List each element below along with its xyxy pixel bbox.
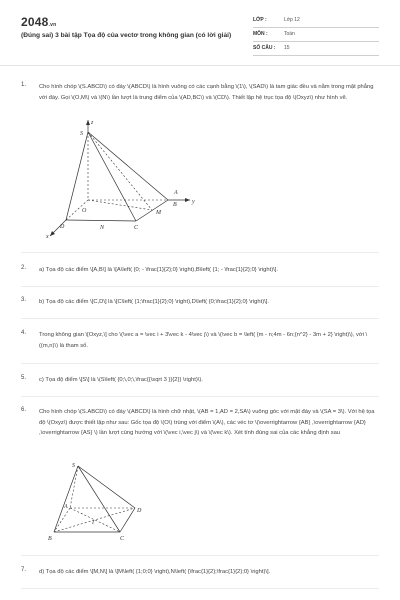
question-text: Cho hình chóp \(S.ABCD\) có đáy \(ABCD\) là hình vuông có các cạnh bằng \(1\), \(SAD\) là tam giác đều và nằm trong mặt phẳng với đáy. Gọi \(O,M\) và \(N\) lần lượt là trung điểm của \(AD,BC\) và \(CD\). Thiết lập hệ trục tọa độ \(Oxyz\) như hình vẽ.	[39, 84, 374, 101]
meta-count-key: SỐ CÂU :	[253, 45, 276, 51]
separator	[21, 318, 379, 319]
separator	[21, 286, 379, 287]
separator	[21, 363, 379, 364]
question-text: c) Tọa độ điểm \[S\] là \(S\left( {0;\,0;\,\frac{{\sqrt 3 }}{2}} \right)\).	[39, 377, 203, 383]
fig1-label-b: B	[173, 202, 177, 208]
fig2-label-s: S	[72, 463, 75, 469]
document-header	[0, 0, 400, 64]
figure-pyramid-rectangle	[40, 460, 150, 546]
fig2-label-c: C	[120, 536, 125, 542]
fig1-label-y: y	[192, 199, 195, 205]
meta-class-key: LỚP :	[253, 17, 267, 23]
separator	[21, 555, 379, 556]
meta-count-value: 15	[284, 45, 290, 51]
site-logo[interactable]	[21, 15, 56, 29]
separator	[21, 396, 379, 397]
fig1-label-z: z	[91, 120, 94, 126]
header-divider	[0, 65, 400, 66]
fig1-label-m: M	[156, 210, 161, 216]
question-number: 5.	[21, 375, 27, 381]
fig2-label-d: D	[137, 508, 142, 514]
meta-subject-key: MÔN :	[253, 31, 268, 37]
question-number: 1.	[21, 82, 27, 88]
question-number: 2.	[21, 265, 27, 271]
document-title: (Đúng sai) 3 bài tập Tọa độ của vectơ trong không gian (có lời giải)	[21, 32, 232, 39]
fig1-label-d: D	[60, 224, 65, 230]
fig1-label-s: S	[80, 131, 83, 137]
question-text: Cho hình chóp \(S.ABCD\) có đáy \(ABCD\) là hình chữ nhật, \(AB = 1,AD = 2,SA\) vuông góc với mặt đáy và \(SA = 3\). Với hệ tọa độ \(Oxyz\) được thiết lập như sau: Gốc tọa độ \(O\) trùng với điểm \(A\), các véc tơ \(\overrightarrow {AB} ,\overrightarrow {AD} ,\overrightarrow {AS} \) lần lượt cùng hướng với \(\vec i,\vec j\) và \(\vec k\). Xét tính đúng sai của các khẳng định sau	[39, 409, 375, 436]
meta-class-row	[253, 16, 379, 28]
fig2-label-a: A	[64, 504, 68, 510]
question-number: 3.	[21, 297, 27, 303]
question-number: 4.	[21, 330, 27, 336]
separator	[21, 252, 379, 253]
meta-count-row	[253, 44, 379, 56]
question-number: 7.	[21, 567, 27, 573]
fig1-label-n: N	[100, 225, 105, 231]
fig1-label-a: A	[174, 190, 178, 196]
question-text: d) Tọa độ các điểm \[M,N\] là \[M\left( {1;0;0} \right),N\left( {\frac{1}{2};\frac{1}{2};0} \right)\].	[39, 569, 271, 575]
question-text: Trong không gian \[Oxyz,\] cho \(\vec a = \vec i + 3\vec k - 4\vec j\) và \(\vec b = \left( {m - n;4m - 6n;{n^2} - 3m + 2} \right)\), với \((m,n)\) là tham số.	[39, 332, 368, 349]
figure-pyramid-coordinates	[40, 118, 210, 246]
fig1-label-c: C	[134, 225, 139, 231]
question-text: b) Tọa độ các điểm \[C,D\] là \[C\left( {1;\frac{1}{2};0} \right),D\left( {0;\frac{1}{2};0} \right)\].	[39, 299, 269, 305]
fig2-label-i: I	[92, 520, 94, 526]
fig2-label-b: B	[48, 536, 52, 542]
meta-subject-value: Toán	[284, 31, 295, 37]
logo-sub: .vn	[48, 22, 57, 28]
logo-main: 2048	[21, 15, 49, 29]
question-text: a) Tọa độ các điểm \[A,B\] là \[A\left( {0; - \frac{1}{2};0} \right),B\left( {1; - \frac{1}{2};0} \right)\].	[39, 267, 278, 273]
fig1-label-o: O	[82, 208, 87, 214]
meta-subject-row	[253, 30, 379, 42]
meta-class-value: Lớp 12	[284, 17, 300, 23]
separator	[21, 588, 379, 589]
fig1-label-x: x	[46, 234, 49, 240]
question-number: 6.	[21, 407, 27, 413]
